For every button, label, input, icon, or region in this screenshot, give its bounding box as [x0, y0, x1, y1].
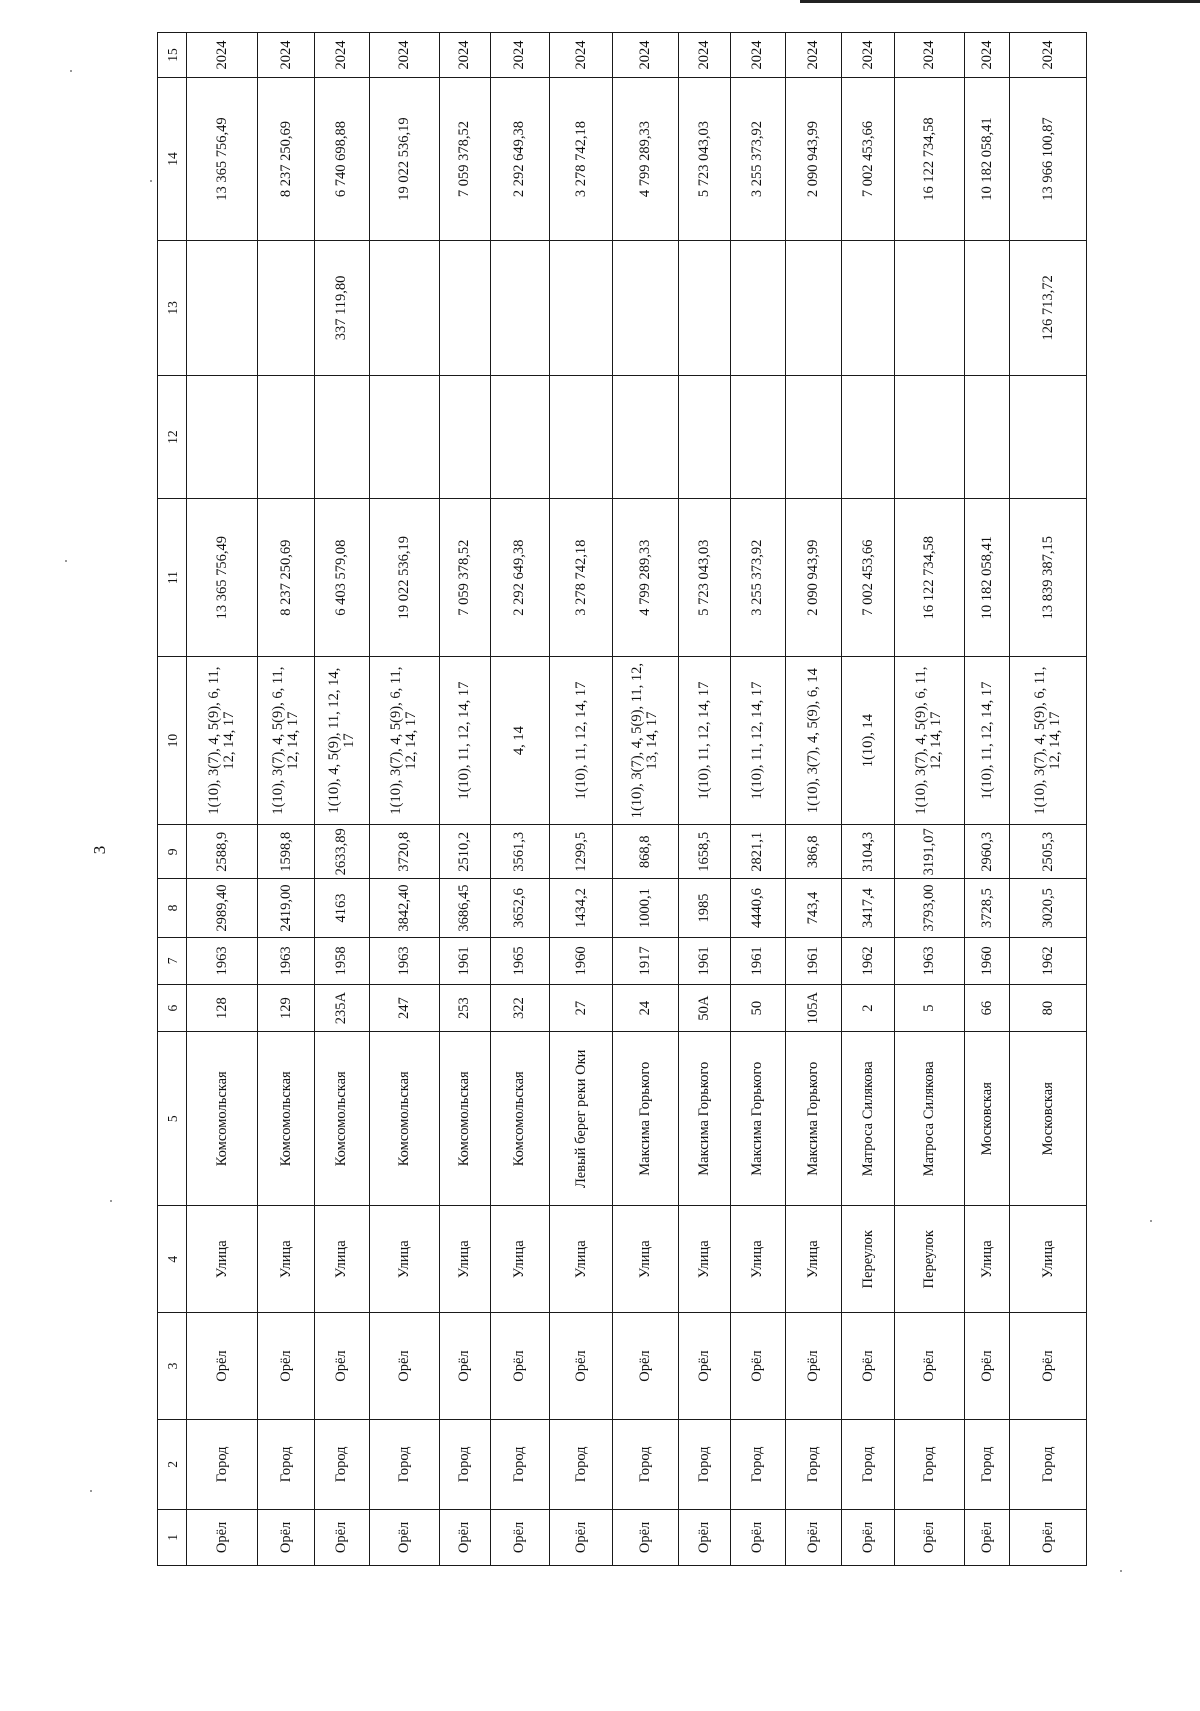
cell-municipality: Орёл — [894, 1509, 964, 1565]
cell-work-types: 4, 14 — [490, 656, 549, 825]
cell-street: Комсомольская — [187, 1032, 258, 1206]
column-number: 8 — [158, 879, 187, 937]
cell-street: Московская — [964, 1032, 1010, 1206]
cell-cost-col14: 19 022 536,19 — [369, 78, 439, 241]
cell-house-number: 66 — [964, 984, 1010, 1031]
cell-cost-col12 — [731, 375, 786, 499]
table-row — [1010, 33, 1087, 1566]
cell-year: 2024 — [678, 33, 730, 78]
cell-street: Московская — [1010, 1032, 1087, 1206]
cell-settlement: Орёл — [894, 1313, 964, 1420]
cell-living-area: 3104,3 — [842, 825, 894, 879]
cell-build-year: 1965 — [490, 937, 549, 984]
cell-street: Максима Горького — [613, 1032, 678, 1206]
cell-cost-total: 2 292 649,38 — [490, 499, 549, 656]
cell-work-types: 1(10), 3(7), 4, 5(9), 6, 11, 12, 14, 17 — [1010, 656, 1087, 825]
cell-municipality: Орёл — [731, 1509, 786, 1565]
cell-street-type: Улица — [439, 1206, 490, 1313]
cell-cost-total: 8 237 250,69 — [258, 499, 315, 656]
cell-street-type: Переулок — [842, 1206, 894, 1313]
cell-cost-col13 — [369, 240, 439, 375]
cell-living-area: 3191,07 — [894, 825, 964, 879]
cell-municipality: Орёл — [613, 1509, 678, 1565]
cell-cost-col14: 2 292 649,38 — [490, 78, 549, 241]
cell-cost-col12 — [369, 375, 439, 499]
table-body — [158, 33, 1087, 1566]
column-number: 6 — [158, 984, 187, 1031]
cell-year: 2024 — [964, 33, 1010, 78]
table-row — [490, 33, 549, 1566]
scan-speck — [1120, 1570, 1122, 1572]
cell-work-types: 1(10), 4, 5(9), 11, 12, 14, 17 — [315, 656, 370, 825]
cell-build-year: 1958 — [315, 937, 370, 984]
cell-living-area: 2633,89 — [315, 825, 370, 879]
cell-settlement-type: Город — [549, 1419, 612, 1509]
cell-living-area: 2505,3 — [1010, 825, 1087, 879]
cell-cost-total: 13 365 756,49 — [187, 499, 258, 656]
cell-year: 2024 — [1010, 33, 1087, 78]
cell-living-area: 1299,5 — [549, 825, 612, 879]
cell-cost-total: 6 403 579,08 — [315, 499, 370, 656]
cell-living-area: 1598,8 — [258, 825, 315, 879]
cell-year: 2024 — [613, 33, 678, 78]
cell-settlement-type: Город — [613, 1419, 678, 1509]
rotated-table-wrapper — [157, 40, 1087, 1566]
cell-municipality: Орёл — [369, 1509, 439, 1565]
cell-municipality: Орёл — [785, 1509, 842, 1565]
cell-street-type: Улица — [731, 1206, 786, 1313]
cell-street: Комсомольская — [369, 1032, 439, 1206]
cell-street: Матроса Силякова — [894, 1032, 964, 1206]
cell-house-number: 80 — [1010, 984, 1087, 1031]
cell-total-area: 4163 — [315, 879, 370, 937]
scan-speck — [65, 560, 67, 562]
scan-speck — [70, 70, 72, 72]
cell-living-area: 868,8 — [613, 825, 678, 879]
cell-settlement: Орёл — [842, 1313, 894, 1420]
cell-settlement: Орёл — [785, 1313, 842, 1420]
cell-house-number: 27 — [549, 984, 612, 1031]
cell-cost-col12 — [549, 375, 612, 499]
cell-total-area: 3842,40 — [369, 879, 439, 937]
cell-total-area: 3417,4 — [842, 879, 894, 937]
cell-work-types: 1(10), 11, 12, 14, 17 — [731, 656, 786, 825]
cell-build-year: 1960 — [549, 937, 612, 984]
cell-cost-col14: 6 740 698,88 — [315, 78, 370, 241]
cell-build-year: 1961 — [678, 937, 730, 984]
cell-cost-col14: 5 723 043,03 — [678, 78, 730, 241]
cell-living-area: 2588,9 — [187, 825, 258, 879]
cell-cost-col13 — [785, 240, 842, 375]
table-row — [964, 33, 1010, 1566]
cell-municipality: Орёл — [1010, 1509, 1087, 1565]
cell-settlement: Орёл — [187, 1313, 258, 1420]
table-row — [842, 33, 894, 1566]
cell-total-area: 3793,00 — [894, 879, 964, 937]
cell-cost-col13 — [187, 240, 258, 375]
cell-total-area: 2989,40 — [187, 879, 258, 937]
cell-street-type: Улица — [490, 1206, 549, 1313]
cell-work-types: 1(10), 3(7), 4, 5(9), 6, 11, 12, 14, 17 — [258, 656, 315, 825]
cell-build-year: 1963 — [187, 937, 258, 984]
cell-street: Комсомольская — [258, 1032, 315, 1206]
cell-house-number: 129 — [258, 984, 315, 1031]
table-row — [439, 33, 490, 1566]
table-row — [785, 33, 842, 1566]
cell-street-type: Улица — [1010, 1206, 1087, 1313]
column-number: 4 — [158, 1206, 187, 1313]
cell-street: Максима Горького — [731, 1032, 786, 1206]
cell-house-number: 128 — [187, 984, 258, 1031]
cell-build-year: 1961 — [439, 937, 490, 984]
cell-cost-total: 10 182 058,41 — [964, 499, 1010, 656]
cell-house-number: 2 — [842, 984, 894, 1031]
cell-cost-col12 — [842, 375, 894, 499]
cell-year: 2024 — [731, 33, 786, 78]
cell-work-types: 1(10), 3(7), 4, 5(9), 6, 11, 12, 14, 17 — [369, 656, 439, 825]
cell-cost-col12 — [187, 375, 258, 499]
cell-street-type: Улица — [258, 1206, 315, 1313]
scan-speck — [90, 1490, 92, 1492]
cell-cost-total: 13 839 387,15 — [1010, 499, 1087, 656]
cell-settlement-type: Город — [187, 1419, 258, 1509]
cell-cost-col12 — [678, 375, 730, 499]
cell-settlement-type: Город — [315, 1419, 370, 1509]
cell-settlement-type: Город — [1010, 1419, 1087, 1509]
table-row — [369, 33, 439, 1566]
cell-street-type: Переулок — [894, 1206, 964, 1313]
cell-work-types: 1(10), 11, 12, 14, 17 — [964, 656, 1010, 825]
cell-house-number: 24 — [613, 984, 678, 1031]
cell-cost-total: 16 122 734,58 — [894, 499, 964, 656]
cell-year: 2024 — [842, 33, 894, 78]
cell-street-type: Улица — [964, 1206, 1010, 1313]
cell-municipality: Орёл — [187, 1509, 258, 1565]
column-number: 9 — [158, 825, 187, 879]
cell-build-year: 1962 — [842, 937, 894, 984]
cell-municipality: Орёл — [258, 1509, 315, 1565]
cell-house-number: 322 — [490, 984, 549, 1031]
cell-street: Матроса Силякова — [842, 1032, 894, 1206]
cell-cost-col14: 10 182 058,41 — [964, 78, 1010, 241]
cell-settlement-type: Город — [439, 1419, 490, 1509]
cell-work-types: 1(10), 11, 12, 14, 17 — [549, 656, 612, 825]
cell-year: 2024 — [258, 33, 315, 78]
page-number: 3 — [90, 845, 109, 855]
cell-living-area: 386,8 — [785, 825, 842, 879]
cell-cost-col14: 13 966 100,87 — [1010, 78, 1087, 241]
cell-year: 2024 — [549, 33, 612, 78]
cell-cost-col13: 337 119,80 — [315, 240, 370, 375]
cell-street-type: Улица — [613, 1206, 678, 1313]
cell-year: 2024 — [785, 33, 842, 78]
column-number: 10 — [158, 656, 187, 825]
cell-cost-col13 — [490, 240, 549, 375]
cell-work-types: 1(10), 11, 12, 14, 17 — [439, 656, 490, 825]
cell-cost-col14: 7 059 378,52 — [439, 78, 490, 241]
cell-cost-col13 — [842, 240, 894, 375]
cell-cost-col14: 7 002 453,66 — [842, 78, 894, 241]
cell-settlement-type: Город — [731, 1419, 786, 1509]
cell-cost-col12 — [613, 375, 678, 499]
table-row — [678, 33, 730, 1566]
cell-cost-total: 7 002 453,66 — [842, 499, 894, 656]
cell-settlement: Орёл — [731, 1313, 786, 1420]
cell-total-area: 3728,5 — [964, 879, 1010, 937]
cell-cost-total: 2 090 943,99 — [785, 499, 842, 656]
cell-cost-col12 — [439, 375, 490, 499]
cell-work-types: 1(10), 3(7), 4, 5(9), 6, 11, 12, 14, 17 — [894, 656, 964, 825]
cell-house-number: 247 — [369, 984, 439, 1031]
cell-municipality: Орёл — [678, 1509, 730, 1565]
cell-settlement-type: Город — [964, 1419, 1010, 1509]
cell-cost-col14: 2 090 943,99 — [785, 78, 842, 241]
cell-municipality: Орёл — [439, 1509, 490, 1565]
cell-living-area: 1658,5 — [678, 825, 730, 879]
cell-build-year: 1963 — [894, 937, 964, 984]
cell-cost-col14: 16 122 734,58 — [894, 78, 964, 241]
cell-cost-col12 — [964, 375, 1010, 499]
cell-street-type: Улица — [785, 1206, 842, 1313]
cell-build-year: 1917 — [613, 937, 678, 984]
cell-settlement-type: Город — [894, 1419, 964, 1509]
cell-cost-col12 — [785, 375, 842, 499]
cell-build-year: 1961 — [731, 937, 786, 984]
cell-work-types: 1(10), 11, 12, 14, 17 — [678, 656, 730, 825]
cell-year: 2024 — [369, 33, 439, 78]
table-row — [258, 33, 315, 1566]
cell-cost-col14: 13 365 756,49 — [187, 78, 258, 241]
cell-year: 2024 — [894, 33, 964, 78]
cell-cost-total: 19 022 536,19 — [369, 499, 439, 656]
cell-cost-total: 3 278 742,18 — [549, 499, 612, 656]
cell-settlement: Орёл — [369, 1313, 439, 1420]
column-number: 13 — [158, 240, 187, 375]
cell-cost-col12 — [258, 375, 315, 499]
column-number: 5 — [158, 1032, 187, 1206]
housing-register-table — [157, 32, 1087, 1566]
cell-cost-col13 — [964, 240, 1010, 375]
column-number-row — [158, 33, 187, 1566]
cell-settlement: Орёл — [613, 1313, 678, 1420]
cell-total-area: 1434,2 — [549, 879, 612, 937]
cell-street-type: Улица — [549, 1206, 612, 1313]
cell-house-number: 5 — [894, 984, 964, 1031]
scan-speck — [110, 1200, 112, 1202]
cell-cost-col14: 3 278 742,18 — [549, 78, 612, 241]
cell-house-number: 253 — [439, 984, 490, 1031]
cell-municipality: Орёл — [549, 1509, 612, 1565]
cell-total-area: 3652,6 — [490, 879, 549, 937]
cell-cost-col13 — [549, 240, 612, 375]
cell-year: 2024 — [187, 33, 258, 78]
cell-cost-col13 — [894, 240, 964, 375]
cell-settlement: Орёл — [964, 1313, 1010, 1420]
cell-cost-total: 5 723 043,03 — [678, 499, 730, 656]
cell-settlement-type: Город — [258, 1419, 315, 1509]
cell-street: Комсомольская — [490, 1032, 549, 1206]
cell-municipality: Орёл — [315, 1509, 370, 1565]
cell-street: Максима Горького — [785, 1032, 842, 1206]
cell-cost-col13 — [678, 240, 730, 375]
cell-settlement: Орёл — [549, 1313, 612, 1420]
cell-street-type: Улица — [678, 1206, 730, 1313]
cell-house-number: 105А — [785, 984, 842, 1031]
cell-street-type: Улица — [369, 1206, 439, 1313]
cell-cost-col13 — [731, 240, 786, 375]
cell-cost-col14: 8 237 250,69 — [258, 78, 315, 241]
cell-living-area: 2510,2 — [439, 825, 490, 879]
table-row — [549, 33, 612, 1566]
cell-cost-col12 — [490, 375, 549, 499]
cell-work-types: 1(10), 3(7), 4, 5(9), 6, 11, 12, 14, 17 — [187, 656, 258, 825]
cell-build-year: 1963 — [258, 937, 315, 984]
column-number: 15 — [158, 33, 187, 78]
cell-municipality: Орёл — [490, 1509, 549, 1565]
cell-work-types: 1(10), 3(7), 4, 5(9), 11, 12, 13, 14, 17 — [613, 656, 678, 825]
cell-living-area: 3720,8 — [369, 825, 439, 879]
cell-house-number: 50А — [678, 984, 730, 1031]
cell-settlement-type: Город — [842, 1419, 894, 1509]
table-row — [315, 33, 370, 1566]
cell-cost-total: 7 059 378,52 — [439, 499, 490, 656]
cell-total-area: 3020,5 — [1010, 879, 1087, 937]
cell-total-area: 4440,6 — [731, 879, 786, 937]
cell-build-year: 1962 — [1010, 937, 1087, 984]
cell-cost-col14: 3 255 373,92 — [731, 78, 786, 241]
cell-living-area: 2960,3 — [964, 825, 1010, 879]
cell-build-year: 1961 — [785, 937, 842, 984]
cell-settlement-type: Город — [369, 1419, 439, 1509]
column-number: 12 — [158, 375, 187, 499]
column-number: 1 — [158, 1509, 187, 1565]
column-number: 11 — [158, 499, 187, 656]
cell-living-area: 2821,1 — [731, 825, 786, 879]
cell-work-types: 1(10), 14 — [842, 656, 894, 825]
cell-total-area: 1000,1 — [613, 879, 678, 937]
scan-speck — [150, 180, 152, 182]
cell-municipality: Орёл — [842, 1509, 894, 1565]
cell-street: Максима Горького — [678, 1032, 730, 1206]
cell-year: 2024 — [439, 33, 490, 78]
column-number: 7 — [158, 937, 187, 984]
cell-settlement: Орёл — [1010, 1313, 1087, 1420]
cell-settlement-type: Город — [785, 1419, 842, 1509]
table-row — [613, 33, 678, 1566]
cell-cost-col13 — [439, 240, 490, 375]
cell-build-year: 1960 — [964, 937, 1010, 984]
cell-settlement: Орёл — [490, 1313, 549, 1420]
cell-total-area: 2419,00 — [258, 879, 315, 937]
cell-street: Комсомольская — [439, 1032, 490, 1206]
cell-street: Левый берег реки Оки — [549, 1032, 612, 1206]
column-number: 2 — [158, 1419, 187, 1509]
cell-work-types: 1(10), 3(7), 4, 5(9), 6, 14 — [785, 656, 842, 825]
cell-settlement-type: Город — [678, 1419, 730, 1509]
cell-cost-total: 3 255 373,92 — [731, 499, 786, 656]
cell-house-number: 235А — [315, 984, 370, 1031]
cell-municipality: Орёл — [964, 1509, 1010, 1565]
scan-speck — [1150, 1220, 1152, 1222]
cell-cost-col13: 126 713,72 — [1010, 240, 1087, 375]
cell-total-area: 3686,45 — [439, 879, 490, 937]
cell-year: 2024 — [490, 33, 549, 78]
cell-settlement: Орёл — [439, 1313, 490, 1420]
table-row — [187, 33, 258, 1566]
cell-total-area: 1985 — [678, 879, 730, 937]
cell-living-area: 3561,3 — [490, 825, 549, 879]
cell-street-type: Улица — [187, 1206, 258, 1313]
cell-cost-col13 — [258, 240, 315, 375]
table-row — [894, 33, 964, 1566]
cell-cost-col14: 4 799 289,33 — [613, 78, 678, 241]
cell-settlement: Орёл — [678, 1313, 730, 1420]
cell-settlement: Орёл — [258, 1313, 315, 1420]
cell-settlement: Орёл — [315, 1313, 370, 1420]
cell-street-type: Улица — [315, 1206, 370, 1313]
cell-cost-col13 — [613, 240, 678, 375]
cell-street: Комсомольская — [315, 1032, 370, 1206]
top-edge-rule — [800, 0, 1200, 3]
table-row — [731, 33, 786, 1566]
cell-cost-total: 4 799 289,33 — [613, 499, 678, 656]
column-number: 3 — [158, 1313, 187, 1420]
cell-cost-col12 — [315, 375, 370, 499]
cell-settlement-type: Город — [490, 1419, 549, 1509]
column-number: 14 — [158, 78, 187, 241]
cell-cost-col12 — [1010, 375, 1087, 499]
cell-total-area: 743,4 — [785, 879, 842, 937]
cell-year: 2024 — [315, 33, 370, 78]
cell-build-year: 1963 — [369, 937, 439, 984]
cell-cost-col12 — [894, 375, 964, 499]
cell-house-number: 50 — [731, 984, 786, 1031]
